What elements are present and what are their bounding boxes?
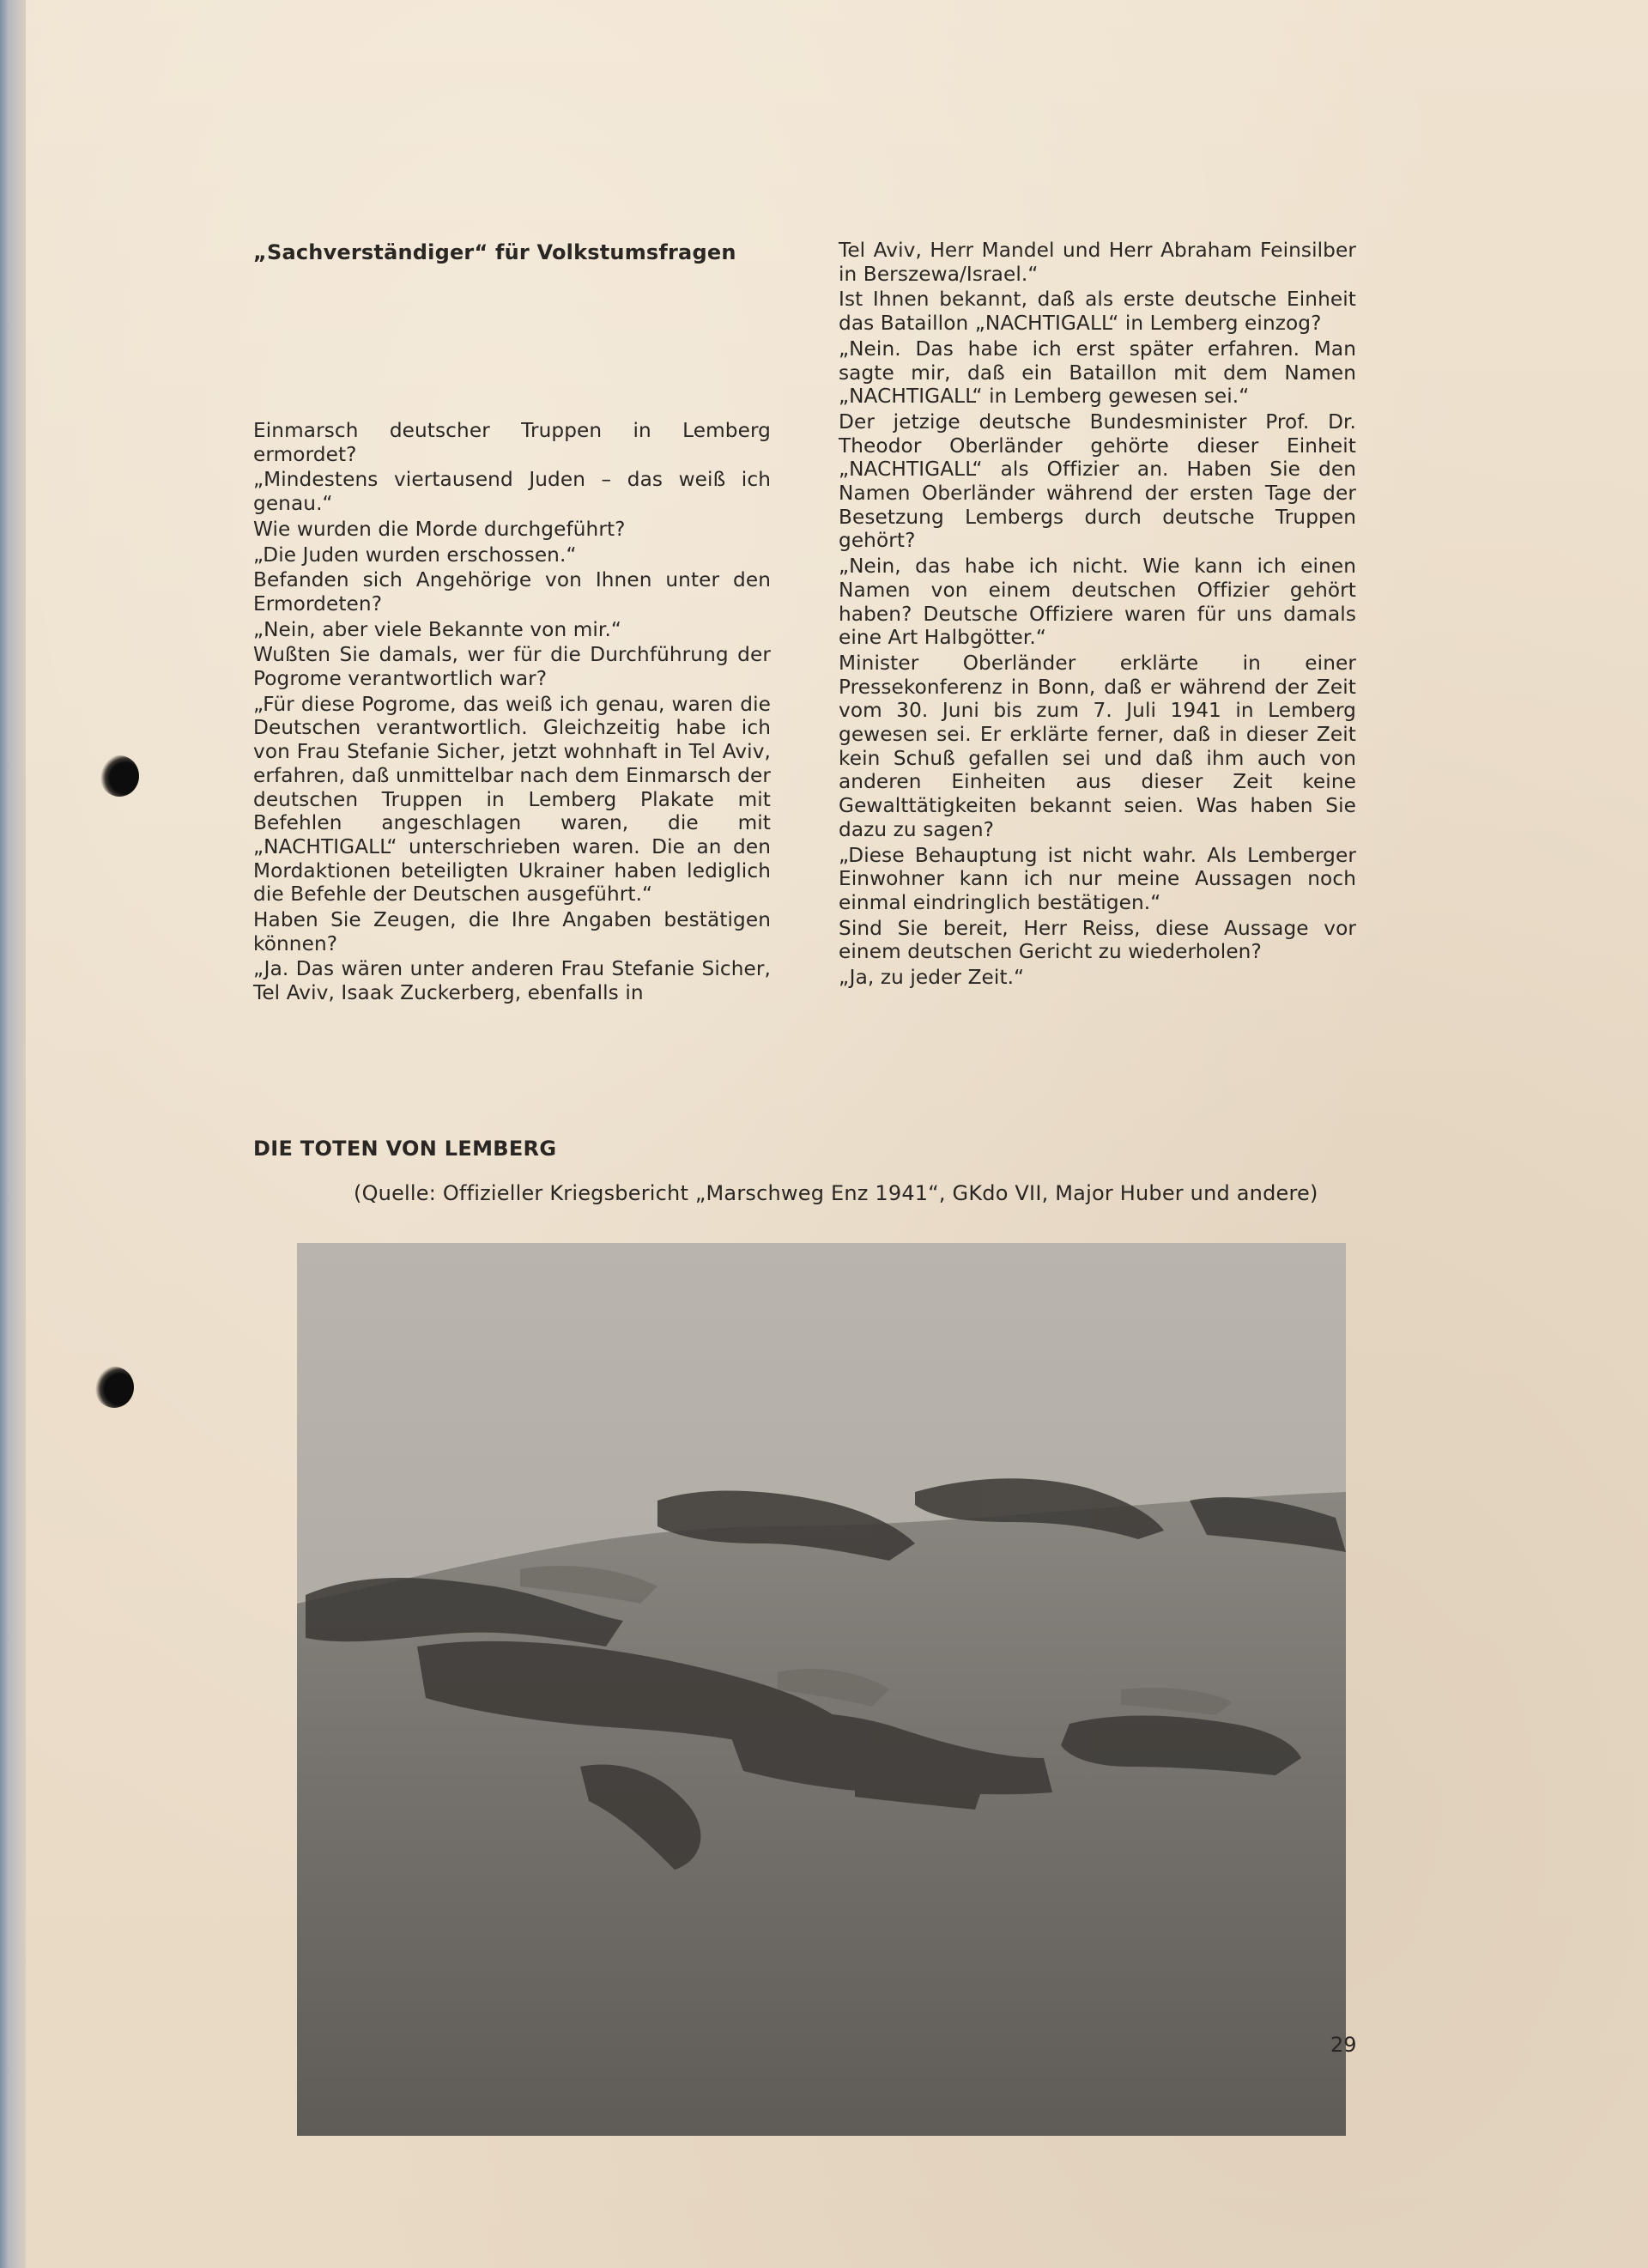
paragraph: Haben Sie Zeugen, die Ihre Angaben bestätigen können? [253, 908, 771, 955]
paragraph: Einmarsch deutscher Truppen in Lemberg ermordet? [253, 419, 771, 466]
photo-caption: (Quelle: Offizieller Kriegsbericht „Marschweg Enz 1941“, GKdo VII, Major Huber und andere) [354, 1181, 1318, 1205]
photo-title: DIE TOTEN VON LEMBERG [253, 1137, 557, 1161]
paragraph: „Ja. Das wären unter anderen Frau Stefanie Sicher, Tel Aviv, Isaak Zuckerberg, ebenfalls in [253, 957, 771, 1005]
paragraph: „Diese Behauptung ist nicht wahr. Als Lemberger Einwohner kann ich nur meine Aussagen noch einmal eindringlich bestätigen.“ [839, 843, 1356, 914]
paragraph: Wie wurden die Morde durchgeführt? [253, 517, 626, 541]
paragraph: Ist Ihnen bekannt, daß als erste deutsche Einheit das Bataillon „NACHTIGALL“ in Lemberg einzog? [839, 288, 1356, 336]
paragraph: „Nein, aber viele Bekannte von mir.“ [253, 617, 622, 641]
punch-hole [94, 1367, 134, 1408]
paragraph: „Nein. Das habe ich erst später erfahren. Man sagte mir, daß ein Bataillon mit dem Namen „NACHTIGALL“ in Lemberg gewesen sei.“ [839, 337, 1356, 409]
left-column [253, 419, 771, 1007]
page-number: 29 [1330, 2033, 1357, 2057]
paragraph: „Für diese Pogrome, das weiß ich genau, waren die Deutschen verantwortlich. Gleichzeitig habe ich von Frau Stefanie Sicher, jetzt wohnhaft in Tel Aviv, erfahren, daß unmittelbar nach dem Einmarsch der deutschen Truppen in Lemberg Plakate mit Befehlen angeschlagen waren, die mit „NACHTIGALL“ unterschrieben waren. Die an den Mordaktionen beteiligten Ukrainer haben lediglich die Befehle der Deutschen ausgeführt.“ [253, 692, 771, 907]
right-column [839, 239, 1356, 991]
paragraph: „Die Juden wurden erschossen.“ [253, 543, 577, 567]
paragraph: Minister Oberländer erklärte in einer Pressekonferenz in Bonn, daß er während der Zeit vom 30. Juni bis zum 7. Juli 1941 in Lemberg gewesen sei. Er erklärte ferner, daß in dieser Zeit kein Schuß gefallen sei und daß ihm auch von anderen Einheiten aus dieser Zeit keine Gewalttätigkeiten bekannt seien. Was haben Sie dazu zu sagen? [839, 651, 1356, 841]
paragraph: „Ja, zu jeder Zeit.“ [839, 966, 1025, 990]
paragraph: Der jetzige deutsche Bundesminister Prof. Dr. Theodor Oberländer gehörte dieser Einheit „NACHTIGALL“ als Offizier an. Haben Sie den Namen Oberländer während der ersten Tage der Besetzung Lembergs durch deutsche Truppen gehört? [839, 409, 1356, 553]
paragraph: Befanden sich Angehörige von Ihnen unter den Ermordeten? [253, 568, 771, 616]
paragraph: „Mindestens viertausend Juden – das weiß ich genau.“ [253, 468, 771, 516]
paragraph: Tel Aviv, Herr Mandel und Herr Abraham Feinsilber in Berszewa/Israel.“ [839, 239, 1356, 286]
paragraph: „Nein, das habe ich nicht. Wie kann ich einen Namen von einem deutschen Offizier gehört haben? Deutsche Offiziere waren für uns damals eine Art Halbgötter.“ [839, 555, 1356, 650]
historical-photo [297, 1243, 1346, 2136]
punch-hole [100, 755, 139, 797]
page-edge [0, 0, 26, 2268]
paragraph: Wußten Sie damals, wer für die Durchführung der Pogrome verantwortlich war? [253, 643, 771, 691]
section-heading: „Sachverständiger“ für Volkstumsfragen [253, 240, 736, 264]
paragraph: Sind Sie bereit, Herr Reiss, diese Aussage vor einem deutschen Gericht zu wiederholen? [839, 916, 1356, 964]
